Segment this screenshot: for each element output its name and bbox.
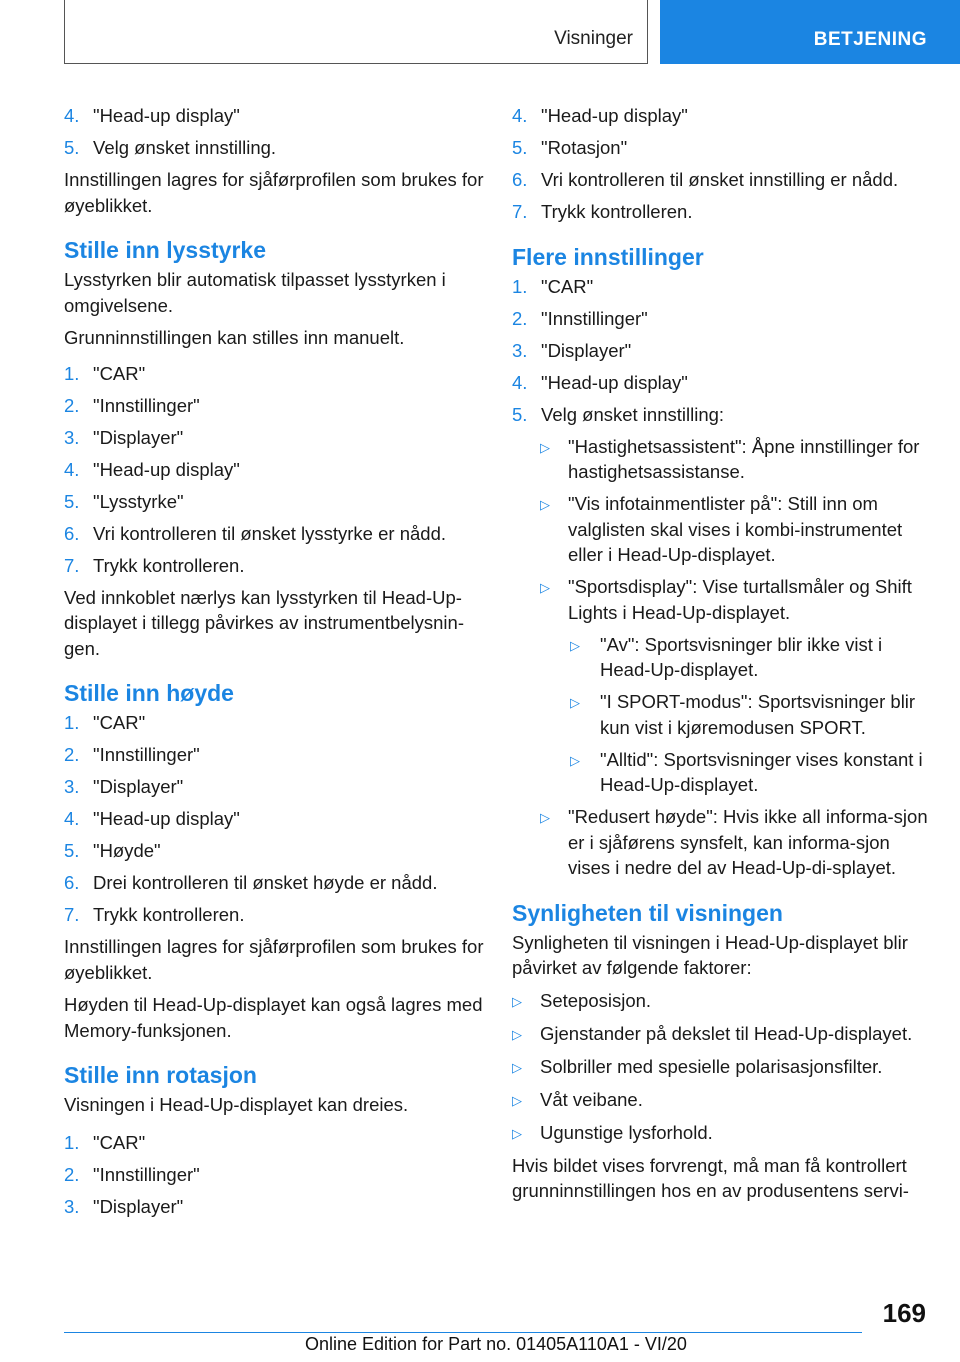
heading-brightness: Stille inn lysstyrke: [64, 237, 266, 263]
left-column: [64, 103, 484, 1226]
step-number: 5.: [64, 490, 80, 512]
step-number: 5.: [64, 840, 80, 861]
paragraph: Innstillingen lagres for sjåførprofilen som brukes for øyeblikket.: [64, 936, 484, 983]
step-text: Drei kontrolleren til ønsket høyde er nådd.: [93, 872, 438, 893]
step-number: 2.: [512, 307, 528, 329]
step-item: [64, 870, 484, 896]
step-item: [64, 135, 484, 161]
step-text: "Displayer": [93, 776, 184, 797]
step-item: [64, 710, 484, 736]
step-number: 3.: [512, 339, 528, 361]
triangle-bullet-icon: ▷: [512, 1059, 522, 1075]
step-number: 6.: [64, 872, 80, 893]
step-text: "Head-up display": [93, 458, 240, 480]
triangle-bullet-icon: ▷: [570, 752, 580, 768]
step-item: [64, 103, 484, 129]
step-item: [64, 489, 484, 515]
triangle-bullet-icon: ▷: [540, 810, 550, 825]
step-text: "Head-up display": [541, 105, 688, 126]
heading-height: Stille inn høyde: [64, 680, 234, 706]
step-number: 4.: [64, 808, 80, 829]
step-text: "CAR": [541, 275, 594, 297]
step-item: [512, 274, 932, 300]
step-text: "Innstillinger": [93, 394, 200, 416]
step-text: "Head-up display": [93, 808, 240, 829]
triangle-bullet-icon: ▷: [512, 1092, 522, 1108]
step-item: [64, 1162, 484, 1188]
bullet-item: [540, 491, 932, 568]
step-text: "CAR": [93, 1131, 146, 1153]
step-item: [64, 361, 484, 387]
step-item: [512, 135, 932, 161]
step-item: [512, 167, 932, 193]
step-item: [64, 902, 484, 928]
triangle-bullet-icon: ▷: [540, 497, 550, 512]
bullet-text: Ugunstige lysforhold.: [540, 1121, 713, 1143]
header-chapter-tab: [660, 0, 960, 64]
step-text: Vri kontrolleren til ønsket innstilling er nådd.: [541, 169, 899, 190]
paragraph: Ved innkoblet nærlys kan lysstyrken til Head-Up-displayet i tillegg påvirkes av instrumentbelysnin-gen.: [64, 586, 464, 659]
footer-rule: [64, 1332, 862, 1333]
step-text: "Høyde": [93, 840, 161, 861]
triangle-bullet-icon: ▷: [540, 439, 550, 455]
step-item: [512, 199, 932, 225]
step-item: [512, 338, 932, 364]
step-number: 1.: [64, 712, 80, 733]
bullet-item: [512, 988, 932, 1015]
bullet-text: Våt veibane.: [540, 1088, 643, 1110]
bullet-text: "Hastighetsassistent": Åpne innstillinger for hastighetsassistanse.: [568, 435, 920, 482]
step-text: "Displayer": [93, 1195, 184, 1217]
step-text: Velg ønsket innstilling.: [93, 137, 277, 158]
step-text: Velg ønsket innstilling:: [541, 403, 725, 425]
bullet-text: "Alltid": Sportsvisninger vises konstant i Head-Up-displayet.: [600, 748, 923, 795]
paragraph: Visningen i Head-Up-displayet kan dreies.: [64, 1094, 409, 1115]
bullet-item: [540, 434, 932, 485]
bullet-text: Seteposisjon.: [540, 989, 652, 1011]
header-section-title: Visninger: [554, 28, 633, 49]
bullet-item: [512, 1054, 932, 1081]
step-number: 7.: [64, 554, 80, 576]
bullet-text: "Redusert høyde": Hvis ikke all informa-sjon er i sjåførens synsfelt, kan informa-sjon vises i nedre del av Head-Up-di-splayet.: [568, 806, 928, 878]
step-number: 5.: [64, 137, 80, 158]
bullet-item: [512, 1087, 932, 1114]
step-text: "Displayer": [93, 426, 184, 448]
step-item: [64, 425, 484, 451]
step-number: 1.: [64, 1131, 80, 1153]
step-item: [64, 457, 484, 483]
step-number: 4.: [512, 371, 528, 393]
bullet-text: Gjenstander på dekslet til Head-Up-displayet.: [540, 1022, 913, 1044]
step-text: "Rotasjon": [541, 137, 628, 158]
step-text: "Head-up display": [93, 105, 240, 126]
step-text: "Innstillinger": [93, 744, 200, 765]
step-number: 4.: [512, 105, 528, 126]
triangle-bullet-icon: ▷: [512, 1125, 522, 1141]
triangle-bullet-icon: ▷: [540, 580, 550, 595]
paragraph: Synligheten til visningen i Head-Up-displayet blir påvirket av følgende faktorer:: [512, 931, 908, 978]
step-text: Trykk kontrolleren.: [93, 554, 245, 576]
paragraph: Lysstyrken blir automatisk tilpasset lysstyrken i omgivelsene.: [64, 269, 446, 316]
paragraph: Grunninnstillingen kan stilles inn manuelt.: [64, 327, 405, 348]
footer-edition: Online Edition for Part no. 01405A110A1 - VI/20: [305, 1334, 687, 1354]
bullet-item: [540, 804, 932, 881]
step-number: 1.: [64, 362, 80, 384]
header-section-box: [64, 0, 648, 64]
bullet-text: "Av": Sportsvisninger blir ikke vist i Head-Up-displayet.: [600, 633, 883, 680]
step-text: Trykk kontrolleren.: [93, 904, 245, 925]
step-item: [64, 393, 484, 419]
step-item: [64, 1194, 484, 1220]
page-number: 169: [882, 1298, 926, 1328]
step-item: [512, 306, 932, 332]
bullet-item: [540, 574, 932, 625]
step-item: [64, 521, 484, 547]
step-text: "Innstillinger": [541, 307, 648, 329]
step-number: 2.: [64, 744, 80, 765]
heading-visibility: Synligheten til visningen: [512, 899, 783, 926]
paragraph: Hvis bildet vises forvrengt, må man få kontrollert grunninnstillingen hos en av produsentens servi-: [512, 1154, 909, 1201]
step-number: 3.: [64, 776, 80, 797]
step-text: "Innstillinger": [93, 1163, 200, 1185]
step-number: 5.: [512, 403, 528, 425]
step-text: "Displayer": [541, 339, 632, 361]
sub-bullet-item: [570, 747, 932, 798]
step-number: 7.: [512, 201, 528, 222]
step-number: 3.: [64, 1195, 80, 1217]
bullet-text: Solbriller med spesielle polarisasjonsfilter.: [540, 1055, 883, 1077]
step-text: "Lysstyrke": [93, 490, 184, 512]
bullet-item: [512, 1021, 932, 1048]
step-number: 4.: [64, 458, 80, 480]
triangle-bullet-icon: ▷: [570, 637, 580, 653]
step-item: [512, 370, 932, 396]
step-number: 2.: [64, 394, 80, 416]
triangle-bullet-icon: ▷: [512, 1026, 522, 1042]
step-number: 3.: [64, 426, 80, 448]
step-item: [64, 742, 484, 768]
paragraph: Høyden til Head-Up-displayet kan også lagres med Memory-funksjonen.: [64, 994, 483, 1041]
step-number: 6.: [64, 522, 80, 544]
header-chapter-title: BETJENING: [813, 29, 927, 50]
triangle-bullet-icon: ▷: [570, 695, 580, 710]
step-item: [512, 402, 932, 428]
sub-bullet-item: [570, 689, 932, 740]
sub-bullet-item: [570, 632, 932, 683]
step-number: 7.: [64, 904, 80, 925]
step-item: [64, 1130, 484, 1156]
bullet-text: "I SPORT-modus": Sportsvisninger blir kun vist i kjøremodusen SPORT.: [600, 691, 916, 738]
bullet-item: [512, 1120, 932, 1147]
step-number: 6.: [512, 169, 528, 190]
step-number: 2.: [64, 1163, 80, 1185]
paragraph: Innstillingen lagres for sjåførprofilen som brukes for øyeblikket.: [64, 169, 484, 216]
right-column: [512, 103, 932, 1211]
step-number: 4.: [64, 105, 80, 126]
step-number: 5.: [512, 137, 528, 158]
step-item: [512, 103, 932, 129]
step-item: [64, 553, 484, 579]
step-text: "CAR": [93, 362, 146, 384]
step-text: Vri kontrolleren til ønsket lysstyrke er nådd.: [93, 522, 446, 544]
step-text: Trykk kontrolleren.: [541, 201, 693, 222]
step-text: "CAR": [93, 712, 146, 733]
step-item: [64, 806, 484, 832]
step-text: "Head-up display": [541, 371, 688, 393]
bullet-text: "Sportsdisplay": Vise turtallsmåler og Shift Lights i Head-Up-displayet.: [568, 576, 912, 623]
step-item: [64, 838, 484, 864]
triangle-bullet-icon: ▷: [512, 993, 522, 1009]
heading-rotation: Stille inn rotasjon: [64, 1062, 257, 1088]
heading-more-settings: Flere innstillinger: [512, 243, 704, 270]
step-number: 1.: [512, 275, 528, 297]
step-item: [64, 774, 484, 800]
bullet-text: "Vis infotainmentlister på": Still inn om valglisten skal vises i kombi-instrumentet eller i Head-Up-displayet.: [568, 493, 903, 565]
